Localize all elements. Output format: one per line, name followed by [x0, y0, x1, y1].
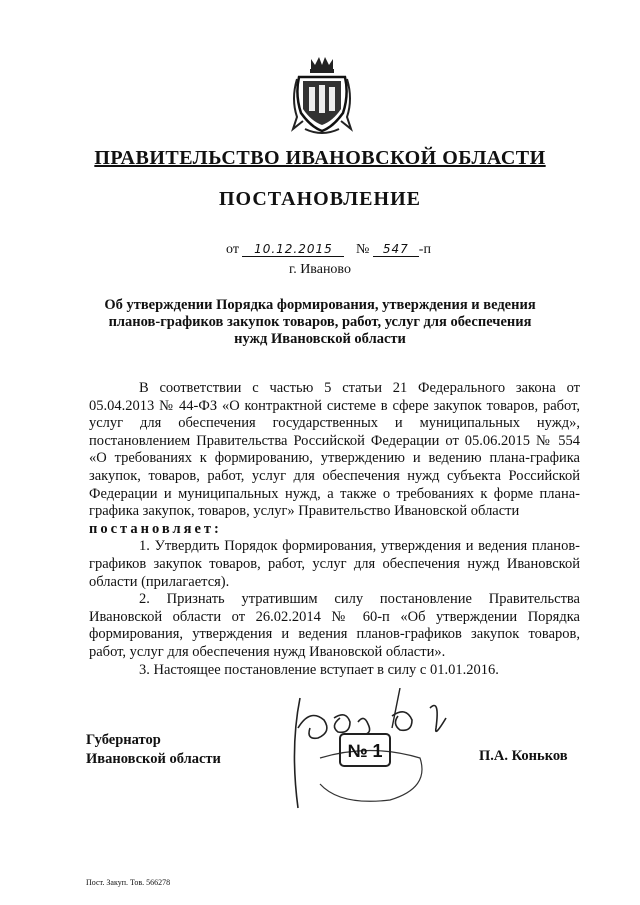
date-number-line — [226, 242, 431, 258]
signatory-name: П.А. Коньков — [479, 748, 568, 764]
document-title: Об утверждении Порядка формирования, утверждения и ведения планов-графиков закупок товаров, работ, услуг для обеспечения нужд Ивановской области — [104, 297, 536, 347]
coat-of-arms-emblem — [291, 55, 353, 137]
print-mark: Пост. Закуп. Тов. 566278 — [86, 878, 171, 887]
handwritten-date: 10.12.2015 — [242, 242, 344, 257]
decree-word: постановляет: — [89, 520, 222, 537]
document-body — [89, 380, 580, 679]
signatory-position — [86, 731, 221, 769]
position-line-1: Губернатор — [86, 732, 161, 748]
number-prefix: № — [355, 242, 370, 257]
stamp-number: № 1 — [347, 741, 383, 761]
date-prefix: от — [226, 242, 239, 257]
handwritten-number: 547 — [373, 242, 419, 257]
stamp-box — [338, 730, 392, 770]
stamp-frame — [338, 730, 392, 770]
position-line-2: Ивановской области — [86, 751, 221, 767]
item-1: 1. Утвердить Порядок формирования, утверждения и ведения планов-графиков закупок товаров, работ, услуг для обеспечения нужд Ивановской области (прилагается). — [89, 538, 580, 590]
document-type-heading: ПОСТАНОВЛЕНИЕ — [219, 188, 421, 210]
item-2: 2. Признать утратившим силу постановление Правительства Ивановской области от 26.02.2014 № 60-п «Об утверждении Порядка формирования, утверждения и ведения планов-графиков закупок товаров, работ, услуг для обеспечения нужд Ивановской области». — [89, 591, 580, 660]
city-line: г. Иваново — [289, 262, 351, 277]
organization-title: ПРАВИТЕЛЬСТВО ИВАНОВСКОЙ ОБЛАСТИ — [94, 147, 546, 169]
preamble-paragraph: В соответствии с частью 5 статьи 21 Федерального закона от 05.04.2013 № 44-ФЗ «О контрактной системе в сфере закупок товаров, работ, услуг для обеспечения государственных и муниципальных нужд», постановлением Правительства Российской Федерации от 05.06.2015 № 554 «О требованиях к формированию, утверждению и ведению плана-графика закупок, товаров, работ, услуг для обеспечения нужд субъекта Российской Федерации и муниципальных нужд, а также о требованиях к форме плана-графика закупок, товаров, услуг» Правительство Ивановской области — [89, 380, 580, 520]
number-suffix: -п — [418, 242, 431, 257]
item-3: 3. Настоящее постановление вступает в силу с 01.01.2016. — [139, 661, 499, 678]
